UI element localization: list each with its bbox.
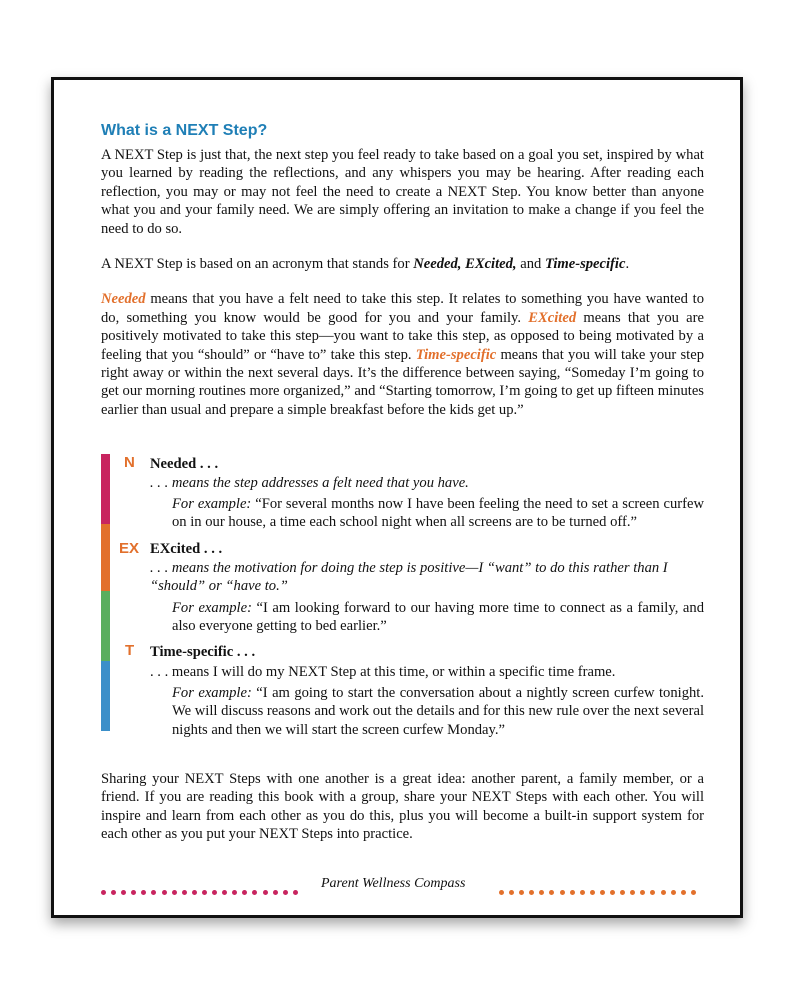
- color-bar-pink: [101, 454, 110, 524]
- needed-example: For example: “For several months now I have been feeling the need to set a screen curfew on in our house, a time each school night when all screens are to be turned off.”: [172, 496, 704, 531]
- sharing-paragraph: Sharing your NEXT Steps with one another is a great idea: another parent, a family member, or a friend. If you are reading this book with a group, share your NEXT Steps with each other. You will inspire and learn from each other as you do this, plus you will become a built-in support system for each other as you put your NEXT Steps into practice.: [101, 771, 704, 843]
- acronym-sentence: A NEXT Step is based on an acronym that stands for Needed, EXcited, and Time-specific.: [101, 256, 630, 273]
- letter-ex: EX: [119, 540, 140, 557]
- excited-title: EXcited . . .: [150, 541, 223, 557]
- time-specific-description: . . . means I will do my NEXT Step at this time, or within a specific time frame.: [150, 664, 616, 680]
- needed-title: Needed . . .: [150, 456, 219, 472]
- page-content: [101, 122, 704, 843]
- excited-example: For example: “I am looking forward to our having more time to connect as a family, and also everyone getting to bed earlier.”: [172, 600, 704, 635]
- footer-book-title: Parent Wellness Compass: [321, 876, 466, 891]
- footer-dots-right: [499, 882, 701, 888]
- letter-n: N: [124, 454, 135, 471]
- page-footer: [101, 876, 704, 896]
- footer-dots-left: [101, 882, 303, 888]
- excited-description: . . . means the motivation for doing the step is positive—I “want” to do this rather than I “should” or “have to.”: [150, 560, 668, 595]
- time-specific-example: For example: “I am going to start the conversation about a nightly screen curfew tonight. We will discuss reasons and work out the details and for this new rule over the next several nights and then we will start the screen curfew Monday.”: [172, 685, 704, 738]
- color-bar-orange: [101, 524, 110, 591]
- page-frame: [51, 77, 743, 918]
- definitions-paragraph: Needed means that you have a felt need to take this step. It relates to something you have wanted to do, something you know would be good for you and your family. EXcited means that you are positively motivated to take this step—you want to take this step, as opposed to being motivated by a feeling that you “should” or “have to” take this step. Time-specific means that you will take your step right away or within the next several days. It’s the difference between saying, “Someday I’m going to get our morning routines more organized,” and “Starting tomorrow, I’m going to get up fifteen minutes earlier than usual and prepare a simple breakfast before the kids get up.”: [101, 291, 704, 418]
- time-specific-title: Time-specific . . .: [150, 644, 256, 660]
- color-bar-blue: [101, 661, 110, 731]
- section-heading: What is a NEXT Step?: [101, 122, 268, 139]
- letter-t: T: [125, 642, 135, 659]
- color-bar-green: [101, 591, 110, 661]
- needed-description: . . . means the step addresses a felt need that you have.: [150, 475, 469, 491]
- intro-paragraph: A NEXT Step is just that, the next step you feel ready to take based on a goal you set, inspired by what you learned by reading the reflections, and any whispers you may be hearing. After reading each reflection, you may or may not feel the need to create a NEXT Step. You know better than anyone what you and your family need. We are simply offering an invitation to make a change if you feel the need to do so.: [101, 147, 704, 237]
